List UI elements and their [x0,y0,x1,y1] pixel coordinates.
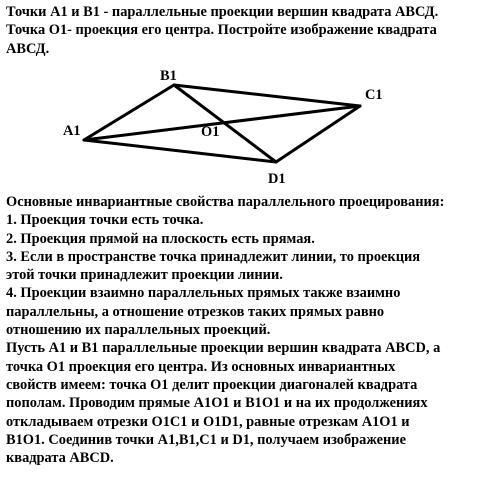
problem-statement: Точки А1 и В1 - параллельные проекции вершин квадрата АВСД. Точка О1- проекция его центра. Постройте изображение квадрата АВСД. [6,4,439,57]
diagonal-b1-d1 [174,85,276,162]
parallelogram-figure [0,64,501,194]
label-d1: D1 [268,171,286,187]
edge-b1-c1 [174,85,360,106]
label-b1: B1 [160,68,177,84]
label-c1: C1 [365,87,383,103]
label-o1: O1 [201,124,220,140]
label-a1: A1 [63,123,81,139]
solution-text: Основные инвариантные свойства параллельного проецирования: 1. Проекция точки есть точка. 2. Проекция прямой на плоскость есть прямая. 3. Если в пространстве точка принадлежит линии, то проекция этой точки принадлежит проекции линии. 4. Проекции взаимно параллельных прямых также взаимно параллельны, а отношение отрезков таких прямых равно отношению их параллельных проекций. Пусть А1 и В1 параллельные проекции вершин квадрата ABCD, а точка О1 проекция его центра. Из основных инвариантных свойств имеем: точка О1 делит проекции диагоналей квадрата пополам. Проводим прямые А1О1 и В1О1 и на их продолжениях откладываем отрезки О1С1 и О1D1, равные отрезкам А1О1 и В1О1. Соединив точки А1,В1,С1 и D1, получаем изображение квадрата ABCD. [6,194,445,467]
edge-d1-a1 [84,140,276,162]
